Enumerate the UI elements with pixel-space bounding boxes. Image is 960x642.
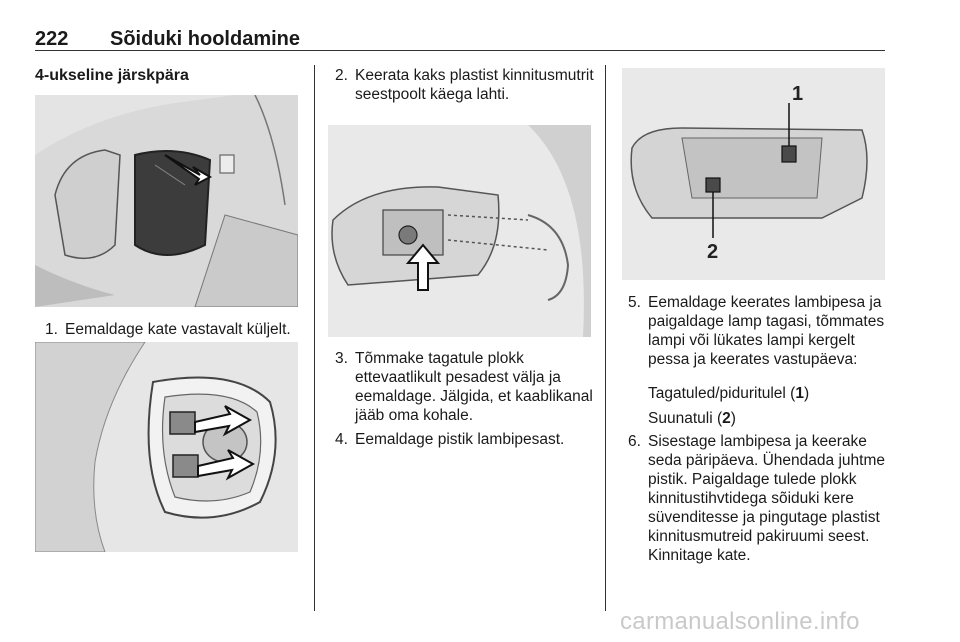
figure-opening-connectors (35, 342, 298, 552)
sub-ref: 1 (795, 385, 804, 402)
step-4 (335, 430, 600, 449)
step-1 (45, 320, 315, 339)
page-number: 222 (35, 28, 69, 50)
step-text: Tõmmake tagatule plokk ettevaatlikult pesadest välja ja eemaldage. Jälgida, et kaablikanal jääb oma kohale. (355, 350, 593, 424)
step-number: 6. (628, 433, 641, 450)
step-number: 4. (335, 431, 348, 448)
column-divider-2 (605, 65, 606, 611)
step-text: Eemaldage keerates lambipesa ja paigaldage lamp tagasi, tõmmates lampi või lükates lampi kergelt pessa ja keerates vastupäeva: (648, 294, 885, 368)
sub-item-tail-brake (648, 384, 888, 403)
step-text: Sisestage lambipesa ja keerake seda päripäeva. Ühendada juhtme pistik. Paigaldage tulede plokk kinnitustihvtidega sõiduki kere süvenditesse ja pingutage plastist kinnitusmutreid pakiruumi seest. Kinnitage kate. (648, 433, 885, 564)
callout-1: 1 (792, 83, 804, 105)
step-number: 3. (335, 350, 348, 367)
callout-2: 2 (707, 241, 719, 263)
sub-item-turn (648, 409, 888, 428)
step-number: 1. (45, 321, 58, 338)
step-number: 5. (628, 294, 641, 311)
sub-end: ) (730, 410, 736, 427)
figure-trunk-cover (35, 95, 298, 307)
step-text: Eemaldage pistik lambipesast. (355, 431, 565, 448)
sub-ref: 2 (722, 410, 731, 427)
chapter-title: Sõiduki hooldamine (110, 28, 301, 50)
section-title: 4-ukseline järskpära (35, 67, 189, 84)
step-3 (335, 349, 600, 425)
step-number: 2. (335, 67, 348, 84)
page-header (35, 28, 300, 51)
figure-taillamp-removal (328, 125, 591, 337)
watermark: carmanualsonline.info (620, 608, 860, 635)
sub-end: ) (803, 385, 810, 402)
figure-lamp-sockets (622, 68, 885, 280)
header-rule (35, 50, 885, 51)
step-text: Keerata kaks plastist kinnitusmutrit seestpoolt käega lahti. (355, 67, 594, 103)
step-2 (335, 66, 600, 104)
sub-label: Tagatuled/piduritulel ( (648, 385, 796, 402)
step-5 (628, 293, 893, 369)
sub-label: Suunatuli ( (648, 410, 723, 427)
step-text: Eemaldage kate vastavalt küljelt. (65, 321, 291, 338)
step-6 (628, 432, 893, 565)
